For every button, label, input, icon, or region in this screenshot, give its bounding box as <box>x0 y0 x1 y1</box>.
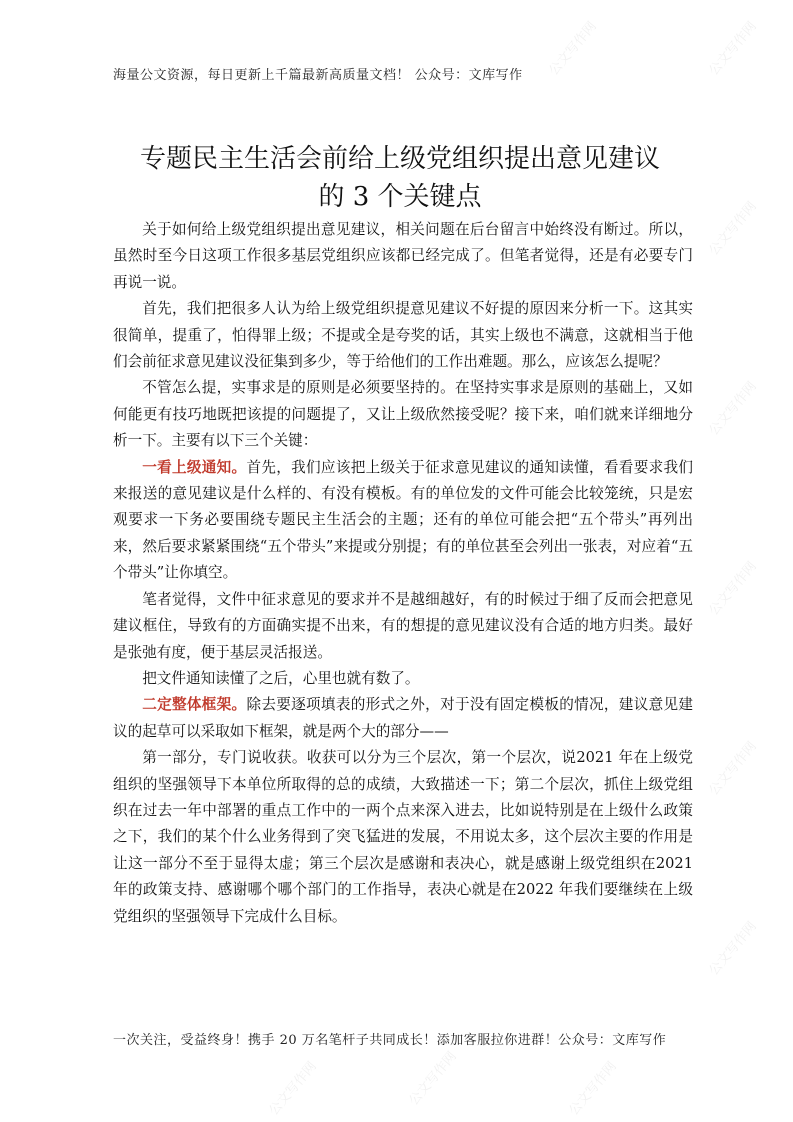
paragraph: 把文件通知读懂了之后，心里也就有数了。 <box>142 669 420 687</box>
watermark: 公文写作网 <box>706 919 760 979</box>
watermark: 公文写作网 <box>566 1059 620 1119</box>
watermark: 公文写作网 <box>546 19 600 79</box>
section-heading: 二定整体框架。 <box>142 696 247 714</box>
watermark: 公文写作网 <box>706 19 760 79</box>
paragraph: 关于如何给上级党组织提出意见建议，相关问题在后台留言中始终没有断过。所以，虽然时至今日这项工作很多基层党组织应该都已经完成了。但笔者觉得，还是有必要专门再说一说。 <box>113 221 693 291</box>
paragraph: 笔者觉得，文件中征求意见的要求并不是越细越好，有的时候过于细了反而会把意见建议框住，导致有的方面确实提不出来，有的想提的意见建议没有合适的地方归类。最好是张弛有度，便于基层灵活报送。 <box>113 590 693 661</box>
paragraph <box>113 455 693 587</box>
paragraph: 第一部分，专门说收获。收获可以分为三个层次，第一个层次，说2021 年在上级党组织的坚强领导下本单位所取得的总的成绩，大致描述一下；第二个层次，抓住上级党组织在过去一年中部署的重点工作中的一两个点来深入进去，比如说特别是在上级什么政策之下，我们的某个什么业务得到了突飞猛进的发展，不用说太多，这个层次主要的作用是让这一部分不至于显得太虚；第三个层次是感谢和表决心，就是感谢上级党组织在2021 年的政策支持、感谢哪个哪个部门的工作指导，表决心就是在2022 年我们要继续在上级党组织的坚强领导下完成什么目标。 <box>113 749 693 925</box>
header-promo: 海量公文资源，每日更新上千篇最新高质量文档！ 公众号：文库写作 <box>113 68 523 83</box>
watermark: 公文写作网 <box>706 379 760 439</box>
watermark: 公文写作网 <box>706 559 760 619</box>
footer-promo: 一次关注，受益终身！携手 20 万名笔杆子共同成长！添加客服拉你进群！公众号：文库写作 <box>113 1033 667 1048</box>
document-title <box>100 140 700 216</box>
watermark: 公文写作网 <box>706 739 760 799</box>
watermark: 公文写作网 <box>406 1049 460 1109</box>
paragraph-text: 首先，我们应该把上级关于征求意见建议的通知读懂，看看要求我们来报送的意见建议是什么样的、有没有模板。有的单位发的文件可能会比较笼统，只是宏观要求一下务必要围绕专题民主生活会的主题；还有的单位可能会把“五个带头”再列出来，然后要求紧紧围绕“五个带头”来提或分别提；有的单位甚至会列出一张表，对应着“五个带头”让你填空。 <box>113 458 693 582</box>
watermark: 公文写作网 <box>706 199 760 259</box>
paragraph: 首先，我们把很多人认为给上级党组织提意见建议不好提的原因来分析一下。这其实很简单，提重了，怕得罪上级；不提或全是夸奖的话，其实上级也不满意，这就相当于他们会前征求意见建议没征集到多少，等于给他们的工作出难题。那么，应该怎么提呢？ <box>113 300 693 371</box>
title-line-1: 专题民主生活会前给上级党组织提出意见建议 <box>139 144 660 174</box>
paragraph <box>113 692 693 745</box>
document-body <box>113 217 693 930</box>
paragraph: 不管怎么提，实事求是的原则是必须要坚持的。在坚持实事求是原则的基础上，又如何能更有技巧地既把该提的问题提了，又让上级欣然接受呢？接下来，咱们就来详细地分析一下。主要有以下三个关键： <box>113 379 693 450</box>
section-heading: 一看上级通知。 <box>142 458 247 476</box>
paragraph-text: 除去要逐项填表的形式之外，对于没有固定模板的情况，建议意见建议的起草可以采取如下框架，就是两个大的部分—— <box>113 696 693 740</box>
watermark: 公文写作网 <box>266 1059 320 1119</box>
title-line-2: 的 3 个关键点 <box>318 182 482 212</box>
